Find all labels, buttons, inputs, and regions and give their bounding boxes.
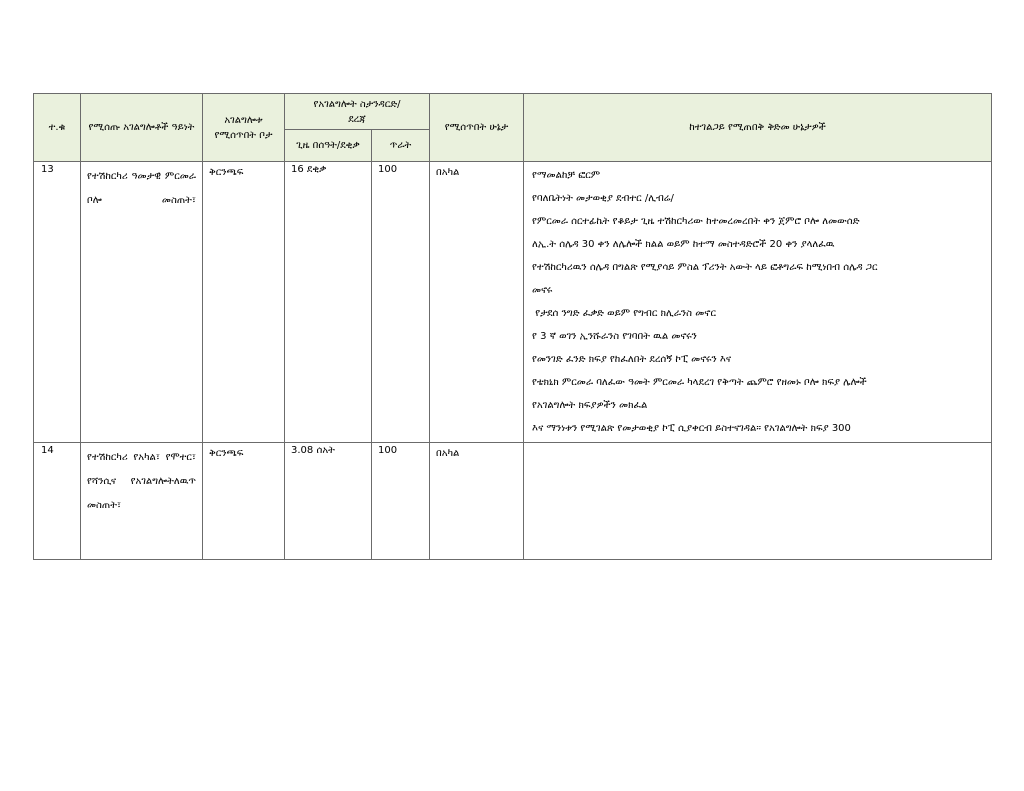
requirement-line: ለኢ.ት ሰሌዳ 30 ቀን ለሌሎች ክልል ወይም ከተማ መስተዳድሮች 20 ቀን ያላለፈዉ	[532, 239, 835, 250]
header-service-place: አገልግሎቱ የሚሰጥበት ቦታ	[203, 94, 285, 162]
delivery-status: በአካል	[430, 162, 524, 443]
delivery-status: በአካል	[430, 443, 524, 560]
header-time: ጊዜ በሰዓት/ደቂቃ	[285, 130, 372, 162]
header-requirements: ከተገልጋይ የሚጠበቅ ቅድመ ሁኔታዎች	[524, 94, 992, 162]
requirement-line: የባለቤትነት መታወቂያ ደብተር /ሊብሬ/	[532, 193, 674, 204]
service-quality: 100	[372, 162, 430, 443]
table-row	[34, 443, 992, 560]
service-quality: 100	[372, 443, 430, 560]
requirement-line: የ 3 ኛ ወገን ኢንሹራንስ የገባበት ዉል መኖሩን	[532, 331, 697, 342]
row-number: 13	[34, 162, 81, 443]
requirement-line: የማመልከቻ ፎርም	[532, 170, 601, 181]
requirement-line: የታደሰ ንግድ ፈቃድ ወይም የግብር ክሊራንስ መኖር	[532, 308, 716, 319]
requirements-cell	[524, 162, 992, 443]
service-name: የተሽከርካሪ የአካል፣ የሞተር፣ የሻንሲና የአገልግሎትለዉጥ መስጠት፣	[81, 443, 203, 560]
services-table	[33, 93, 992, 560]
header-service-type: የሚሰጡ አገልግሎቶች ዓይነት	[81, 94, 203, 162]
requirement-line: የመንገድ ፈንድ ክፍያ የከፈለበት ደረሰኝ ኮፒ መኖሩን እና	[532, 354, 732, 365]
requirement-line: የምርመራ ሰርተፊኬት የቆይታ ጊዜ ተሽከርካሪው ከተመረመረበት ቀን ጀምሮ ቦሎ ለመውሰድ	[532, 216, 860, 227]
service-time: 3.08 ሰአት	[285, 443, 372, 560]
header-delivery-status: የሚሰጥበት ሁኔታ	[430, 94, 524, 162]
requirements-cell	[524, 443, 992, 560]
service-name: የተሽከርካሪ ዓመታዊ ምርመራ ቦሎ መስጠት፣	[81, 162, 203, 443]
requirement-line: መኖሩ	[532, 285, 553, 296]
service-place: ቅርንጫፍ	[203, 162, 285, 443]
service-place: ቅርንጫፍ	[203, 443, 285, 560]
requirement-line: እና ማንነቱን የሚገልጽ የመታወቂያ ኮፒ ሲያቀርብ ይስተናገዳል። የአገልግሎት ክፍያ 300	[532, 423, 851, 434]
requirement-line: የተሽከርካሪዉን ሰሌዳ በግልጽ የሚያሳይ ምስል ፕሪንት አውት ላይ ፎቶግራፍ ከሚነበብ ሰሌዳ ጋር	[532, 262, 878, 273]
header-no: ተ.ቁ	[34, 94, 81, 162]
table-row	[34, 162, 992, 443]
header-quality: ጥራት	[372, 130, 430, 162]
row-number: 14	[34, 443, 81, 560]
service-time: 16 ደቂቃ	[285, 162, 372, 443]
header-standard: የአገልግሎት ስታንዳርድ/ደረጃ	[285, 94, 430, 130]
requirement-line: የቴክኒክ ምርመራ ባለፈው ዓመት ምርመራ ካላደረገ የቅጣት ጨምሮ የዘመኑ ቦሎ ክፍያ ሌሎች	[532, 377, 867, 388]
requirement-line: የአገልግሎት ክፍያዎችን መክፈል	[532, 400, 648, 411]
